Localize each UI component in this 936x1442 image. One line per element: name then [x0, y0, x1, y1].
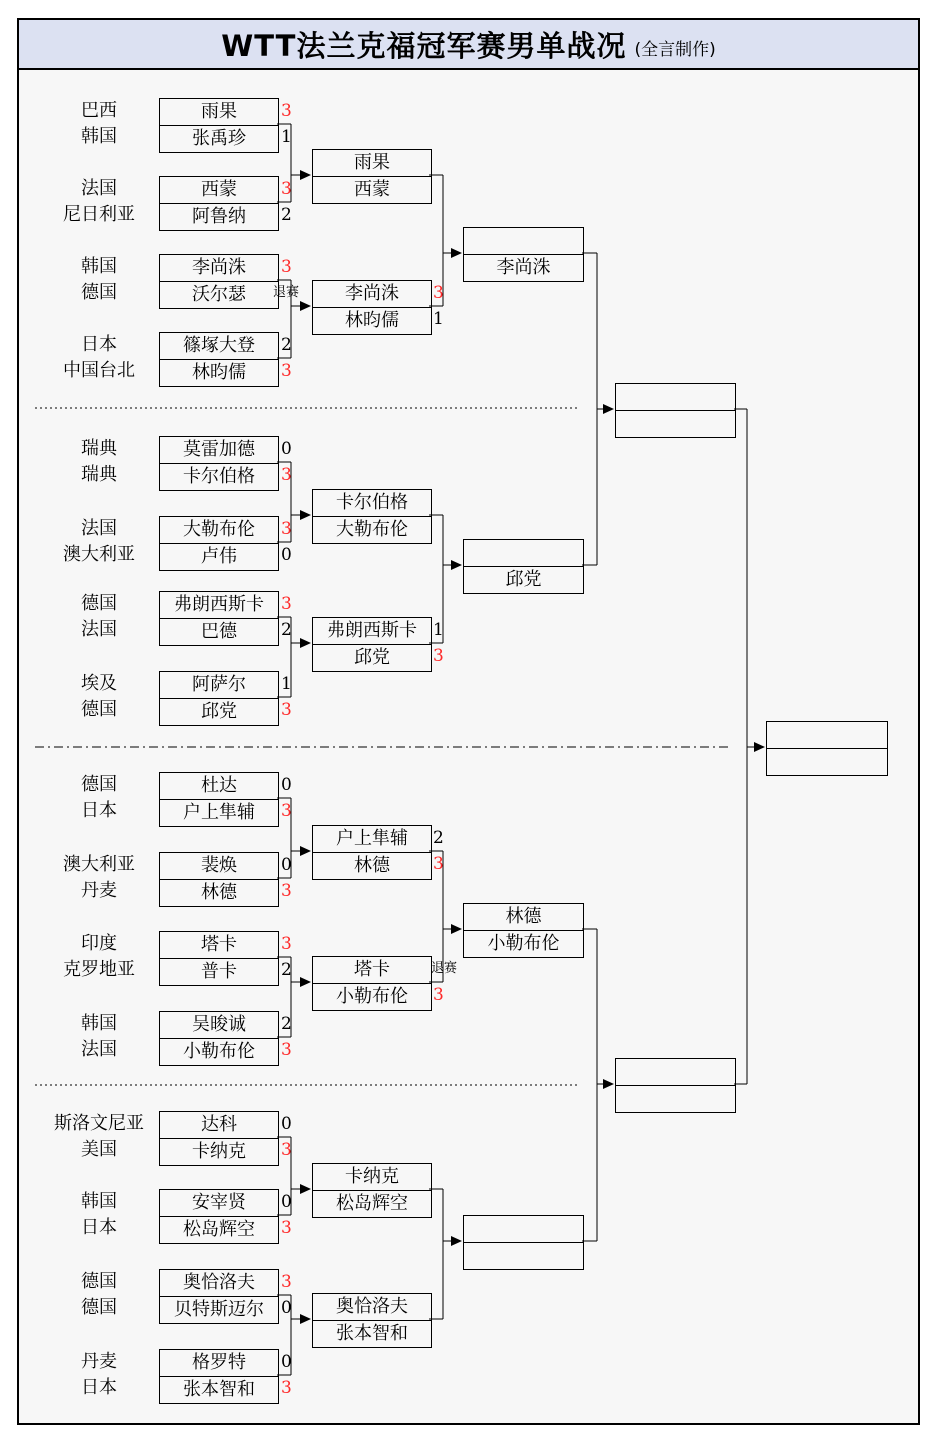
r16-match-box [159, 931, 279, 986]
score-label: 0 [281, 855, 292, 875]
r16-match-box [159, 332, 279, 387]
score-label: 3 [281, 1218, 292, 1238]
r16-match-box [159, 1349, 279, 1404]
score-label: 0 [281, 1114, 292, 1134]
player-cell: 小勒布伦 [183, 1041, 255, 1062]
country-label: 澳大利亚 [63, 544, 135, 565]
country-label: 德国 [81, 593, 117, 614]
player-cell: 张本智和 [336, 1323, 408, 1344]
score-label: 2 [281, 1014, 292, 1034]
country-label: 瑞典 [81, 464, 117, 485]
player-cell [616, 1059, 735, 1086]
player-cell: 林德 [464, 904, 583, 931]
r16-match-box [159, 98, 279, 153]
player-cell: 小勒布伦 [336, 986, 408, 1007]
country-label: 韩国 [81, 1191, 117, 1212]
player-cell: 邱党 [354, 647, 390, 668]
score-label: 3 [281, 1272, 292, 1292]
player-cell: 邱党 [201, 701, 237, 722]
qf-match-box [312, 489, 432, 544]
score-label: 3 [433, 854, 444, 874]
qf-match-box [312, 1163, 432, 1218]
player-cell: 林德 [201, 882, 237, 903]
score-label: 2 [281, 960, 292, 980]
r16-match-box [159, 1011, 279, 1066]
player-cell: 户上隼辅 [183, 802, 255, 823]
player-cell [464, 228, 583, 255]
score-label: 3 [281, 519, 292, 539]
player-cell: 达科 [160, 1112, 278, 1139]
player-cell: 奥恰洛夫 [160, 1270, 278, 1297]
score-label: 0 [281, 545, 292, 565]
country-label: 日本 [81, 800, 117, 821]
score-label: 3 [281, 465, 292, 485]
score-label: 1 [281, 674, 292, 694]
player-cell: 弗朗西斯卡 [313, 618, 431, 645]
player-cell: 李尚洙 [496, 257, 551, 278]
score-label: 1 [281, 127, 292, 147]
player-cell: 塔卡 [313, 957, 431, 984]
qf-match-box [312, 1293, 432, 1348]
sf-match-box [463, 227, 584, 282]
country-label: 德国 [81, 774, 117, 795]
player-cell [464, 1243, 583, 1269]
country-label: 韩国 [81, 126, 117, 147]
r16-match-box [159, 772, 279, 827]
score-label: 2 [281, 335, 292, 355]
qf-match-box [312, 280, 432, 335]
player-cell: 张本智和 [183, 1379, 255, 1400]
title-credit: (全言制作) [634, 39, 716, 60]
score-label: 1 [433, 620, 444, 640]
country-label: 瑞典 [81, 438, 117, 459]
r16-match-box [159, 1111, 279, 1166]
player-cell: 松岛辉空 [183, 1219, 255, 1240]
score-label: 3 [433, 283, 444, 303]
player-cell: 林昀儒 [345, 310, 399, 331]
player-cell [464, 1216, 583, 1243]
country-label: 斯洛文尼亚 [54, 1113, 144, 1134]
score-label: 2 [433, 828, 444, 848]
country-label: 埃及 [81, 673, 117, 694]
country-label: 丹麦 [81, 1351, 117, 1372]
score-label: 0 [281, 775, 292, 795]
country-label: 日本 [81, 1217, 117, 1238]
player-cell: 户上隼辅 [313, 826, 431, 853]
country-label: 法国 [81, 619, 117, 640]
country-label: 美国 [81, 1139, 117, 1160]
player-cell: 雨果 [313, 150, 431, 177]
player-cell: 阿萨尔 [160, 672, 278, 699]
player-cell: 贝特斯迈尔 [174, 1299, 264, 1320]
score-label: 3 [433, 646, 444, 666]
country-label: 尼日利亚 [63, 204, 135, 225]
player-cell: 巴德 [201, 621, 237, 642]
score-label: 3 [281, 361, 292, 381]
sf-match-box [463, 903, 584, 958]
r16-match-box [159, 1269, 279, 1324]
score-label: 3 [281, 101, 292, 121]
player-cell: 林德 [354, 855, 390, 876]
page-title: WTT法兰克福冠军赛男单战况 [221, 28, 627, 63]
player-cell: 奥恰洛夫 [313, 1294, 431, 1321]
player-cell: 西蒙 [354, 179, 390, 200]
country-label: 法国 [81, 518, 117, 539]
country-label: 德国 [81, 699, 117, 720]
player-cell: 大勒布伦 [336, 519, 408, 540]
player-cell [616, 411, 735, 437]
player-cell [767, 722, 887, 749]
country-label: 法国 [81, 178, 117, 199]
score-label: 3 [281, 881, 292, 901]
r16-match-box [159, 671, 279, 726]
score-label: 3 [281, 801, 292, 821]
player-cell: 莫雷加德 [160, 437, 278, 464]
sf-match-box [463, 539, 584, 594]
player-cell: 卡纳克 [192, 1141, 246, 1162]
r16-match-box [159, 436, 279, 491]
player-cell: 李尚洙 [160, 255, 278, 282]
country-label: 韩国 [81, 256, 117, 277]
player-cell [616, 1086, 735, 1112]
country-label: 德国 [81, 282, 117, 303]
player-cell [616, 384, 735, 411]
score-label: 3 [433, 985, 444, 1005]
player-cell: 阿鲁纳 [192, 206, 246, 227]
player-cell [464, 540, 583, 567]
country-label: 德国 [81, 1297, 117, 1318]
score-label: 3 [281, 1040, 292, 1060]
score-label: 0 [281, 1192, 292, 1212]
sf-match-box [463, 1215, 584, 1270]
country-label: 印度 [81, 933, 117, 954]
score-label: 3 [281, 179, 292, 199]
player-cell: 篠塚大登 [160, 333, 278, 360]
player-cell: 张禹珍 [192, 128, 246, 149]
score-label: 3 [281, 700, 292, 720]
score-label: 0 [281, 1298, 292, 1318]
country-label: 日本 [81, 334, 117, 355]
r16-match-box [159, 591, 279, 646]
qf-match-box [312, 956, 432, 1011]
country-label: 德国 [81, 1271, 117, 1292]
withdraw-label: 退赛 [273, 285, 300, 300]
qf-match-box [312, 617, 432, 672]
score-label: 3 [281, 934, 292, 954]
score-label: 2 [281, 205, 292, 225]
player-cell: 李尚洙 [313, 281, 431, 308]
r16-match-box [159, 1189, 279, 1244]
withdraw-label: 退赛 [431, 961, 458, 976]
score-label: 3 [281, 594, 292, 614]
player-cell: 卡尔伯格 [183, 466, 255, 487]
final-match-box [615, 1058, 736, 1113]
country-label: 中国台北 [63, 360, 135, 381]
country-label: 日本 [81, 1377, 117, 1398]
score-label: 1 [433, 309, 444, 329]
country-label: 克罗地亚 [63, 959, 135, 980]
player-cell: 塔卡 [160, 932, 278, 959]
player-cell: 林昀儒 [192, 362, 246, 383]
header [17, 18, 920, 70]
country-label: 丹麦 [81, 880, 117, 901]
player-cell: 卡尔伯格 [313, 490, 431, 517]
player-cell: 松岛辉空 [336, 1193, 408, 1214]
player-cell: 弗朗西斯卡 [160, 592, 278, 619]
player-cell [767, 749, 887, 775]
qf-match-box [312, 149, 432, 204]
score-label: 0 [281, 439, 292, 459]
player-cell: 大勒布伦 [160, 517, 278, 544]
player-cell: 杜达 [160, 773, 278, 800]
country-label: 巴西 [81, 100, 117, 121]
player-cell: 格罗特 [160, 1350, 278, 1377]
player-cell: 裴焕 [160, 853, 278, 880]
score-label: 0 [281, 1352, 292, 1372]
player-cell: 西蒙 [160, 177, 278, 204]
country-label: 韩国 [81, 1013, 117, 1034]
player-cell: 吴晙诚 [160, 1012, 278, 1039]
player-cell: 普卡 [201, 961, 237, 982]
country-label: 澳大利亚 [63, 854, 135, 875]
player-cell: 邱党 [505, 569, 542, 590]
player-cell: 小勒布伦 [487, 933, 560, 954]
score-label: 3 [281, 257, 292, 277]
qf-match-box [312, 825, 432, 880]
final-match-box [615, 383, 736, 438]
r16-match-box [159, 176, 279, 231]
country-label: 法国 [81, 1039, 117, 1060]
r16-match-box [159, 254, 279, 309]
score-label: 2 [281, 620, 292, 640]
player-cell: 卢伟 [201, 546, 237, 567]
r16-match-box [159, 852, 279, 907]
championship-box [766, 721, 888, 776]
score-label: 3 [281, 1378, 292, 1398]
player-cell: 卡纳克 [313, 1164, 431, 1191]
score-label: 3 [281, 1140, 292, 1160]
player-cell: 沃尔瑟 [192, 284, 246, 305]
player-cell: 安宰贤 [160, 1190, 278, 1217]
player-cell: 雨果 [160, 99, 278, 126]
r16-match-box [159, 516, 279, 571]
